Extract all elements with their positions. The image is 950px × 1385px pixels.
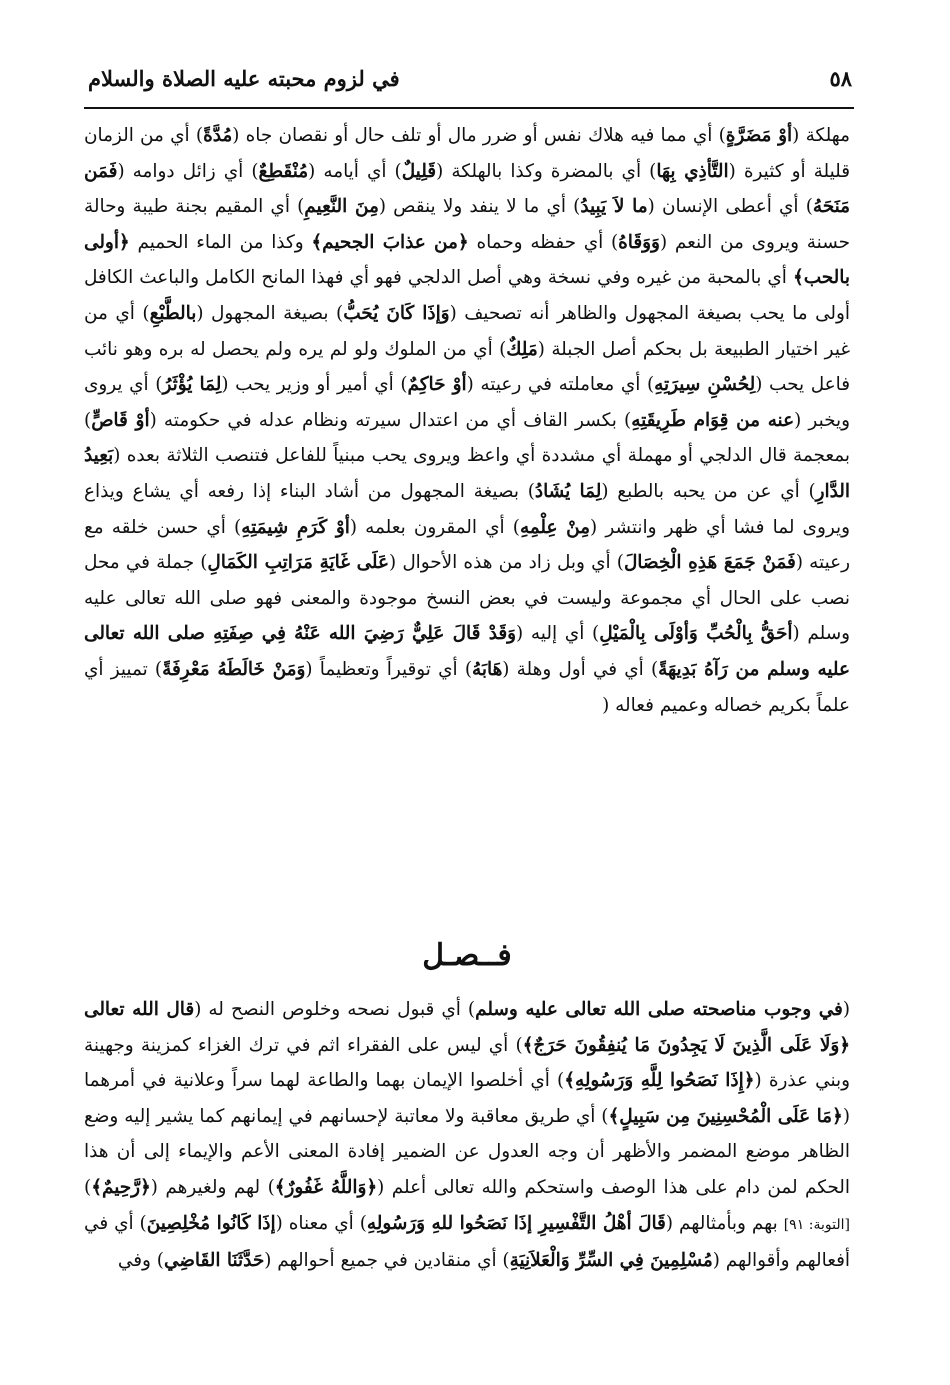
quoted-term: حَدَّثَنَا القَاضِي xyxy=(163,1250,265,1272)
quoted-term: فَمَنْ جَمَعَ هَذِهِ الْخِصَالَ xyxy=(623,552,796,574)
commentary-text-2 xyxy=(84,992,850,1279)
quoted-term: وَقَدْ قَالَ عَلِيٌّ رَضِيَ الله عَنْهُ فِي صِفَتِهِ صلى الله تعالى عليه وسلم من رَآهُ بَدِيهَةً xyxy=(84,623,850,680)
quoted-term: التَّأذِي بِهَا xyxy=(656,160,729,182)
commentary-text-1 xyxy=(84,118,850,723)
quoted-term: مُسْلِمِينَ فِي السِّرِّ وَالْعَلاَنِيَةِ xyxy=(509,1250,713,1272)
quoted-term: بالطَّبْعِ xyxy=(149,302,197,324)
quoted-term: أوْ حَاكِمٌ xyxy=(407,374,467,396)
quoted-term: مِنْ عِلْمِهِ xyxy=(519,516,591,538)
quoted-term: فَمَن مَنَحَهُ xyxy=(84,160,851,218)
page-number: ٥٨ xyxy=(829,65,852,91)
quran-reference: [التوبة: ٩١] xyxy=(783,1216,850,1233)
quran-quote: ﴿مَا عَلَى الْمُحْسِنِينَ مِن سَبِيلٍ﴾ xyxy=(608,1105,843,1127)
quran-quote: ﴿رَّحِيمٌ﴾ xyxy=(91,1176,151,1198)
quoted-term: مُنْقَطِعٌ xyxy=(258,160,309,182)
quoted-term: بَعِيدُ الدَّارِ xyxy=(84,445,851,502)
quoted-term: وَإذَا كَانَ يُحَبُّ xyxy=(343,302,450,324)
quoted-term: مِنَ النَّعِيمِ xyxy=(304,196,379,218)
page-header xyxy=(88,58,852,98)
quoted-term: أوْ مَضَرَّةٍ xyxy=(725,125,793,146)
quoted-term: في وجوب مناصحته صلى الله تعالى عليه وسلم xyxy=(475,999,843,1020)
paragraph-2: (في وجوب مناصحته صلى الله تعالى عليه وسلم) أي قبول نصحه وخلوص النصح له (قال الله تعالى ﴿وَلَا عَلَى الَّذِينَ لَا يَجِدُونَ مَا يُنفِقُونَ حَرَجٌ﴾) أي ليس على الفقراء اثم في ترك الغزاء كمزينة وجهينة وبني عذرة (﴿إِذَا نَصَحُوا لِلَّهِ وَرَسُولِهِ﴾) أي أخلصوا الإيمان بهما والطاعة لهما سراً وعلانية في أمرهما (﴿مَا عَلَى الْمُحْسِنِينَ مِن سَبِيلٍ﴾) أي طريق معاقبة ولا معاتبة لإحسانهم في إيمانهم كما يشير إليه وضع الظاهر موضع المضمر والأظهر أن وجه العدول عن الضمير إفادة المعنى الأعم والإيماء إلى أن هذا الحكم لمن دام على هذا الوصف واستحكم والله تعالى أعلم (﴿وَاللَّهُ غَفُورٌ﴾) لهم ولغيرهم (﴿رَّحِيمٌ﴾) [التوبة: ٩١] بهم وبأمثالهم (قَالَ أهْلُ التَّفْسِيرِ إذَا نَصَحُوا للهِ وَرَسُولِهِ) أي معناه (إذَا كَانُوا مُخْلِصِينَ) أي في أفعالهم وأقوالهم (مُسْلِمِينَ فِي السِّرِّ وَالْعَلاَنِيَةِ) أي منقادين في جميع أحوالهم (حَدَّثَنَا القَاضِي) وفي xyxy=(84,999,850,1272)
paragraph-1: مهلكة (أوْ مَضَرَّةٍ) أي مما فيه هلاك نفس أو ضرر مال أو تلف حال أو نقصان جاه (مُدَّةً) أي من الزمان قليلة أو كثيرة (التَّأذِي بِهَا) أي بالمضرة وكذا بالهلكة (قَلِيلٌ) أي أيامه (مُنْقَطِعٌ) أي زائل دوامه (فَمَن مَنَحَهُ) أي أعطى الإنسان (ما لاَ يَبِيدُ) أي ما لا ينفد ولا ينقص (مِنَ النَّعِيمِ) أي المقيم بجنة طيبة وحالة حسنة ويروى من النعم (وَوَقَاهُ) أي حفظه وحماه ﴿من عذابَ الجحيم﴾ وكذا من الماء الحميم ﴿أولى بالحب﴾ أي بالمحبة من غيره وفي نسخة وهي أصل الدلجي فهو أي فهذا المانح الكامل والباعث الكافل أولى ما يحب بصيغة المجهول والظاهر أنه تصحيف (وَإذَا كَانَ يُحَبُّ) بصيغة المجهول (بالطَّبْعِ) أي من غير اختيار الطبيعة بل بحكم أصل الجبلة (مَلِكٌ) أي من الملوك ولو لم يره ولم يحصل له بره وهو نائب فاعل يحب (لِحُسْنِ سِيرَتِهِ) أي معاملته في رعيته (أوْ حَاكِمٌ) أي أمير أو وزير يحب (لِمَا يُؤْثَرُ) أي يروى ويخبر (عنه من قِوَام طَرِيقَتِهِ) بكسر القاف أي من اعتدال سيرته ونظام عدله في حكومته (أوْ قَاصٍّ) بمعجمة قال الدلجي أو مهملة أي مشددة أي واعظ ويروى يحب مبنياً للفاعل فتنصب الثلاثة بعده (بَعِيدُ الدَّارِ) أي عن من يحبه بالطبع (لِمَا يُشَادُ) بصيغة المجهول من أشاد البناء إذا رفعه أي يشاع ويذاع ويروى لما فشا أي ظهر وانتشر (مِنْ عِلْمِهِ) أي المقرون بعلمه (أوْ كَرَمِ شِيمَتِهِ) أي حسن خلقه مع رعيته (فَمَنْ جَمَعَ هَذِهِ الْخِصَالَ) أي وبل زاد من هذه الأحوال (عَلَى غَايَةِ مَرَاتِبِ الكَمَالِ) جملة في محل نصب على الحال أي مجموعة وليست في بعض النسخ موجودة والمعنى فهو صلى الله تعالى عليه وسلم (أحَقُّ بِالْحُبِّ وَأوْلَى بِالْمَيْلِ) أي إليه (وَقَدْ قَالَ عَلِيٌّ رَضِيَ الله عَنْهُ فِي صِفَتِهِ صلى الله تعالى عليه وسلم من رَآهُ بَدِيهَةً) أي في أول وهلة (هَابَهُ) أي توقيراً وتعظيماً (وَمَنْ خَالَطَهُ مَعْرِفَةً) تمييز أي علماً بكريم خصاله وعميم فعاله ( xyxy=(84,125,851,716)
quran-quote: ﴿إِذَا نَصَحُوا لِلَّهِ وَرَسُولِهِ﴾ xyxy=(564,1070,755,1092)
quoted-term: أوْ قَاصٍّ xyxy=(91,409,150,431)
quoted-term: وَمَنْ خَالَطَهُ مَعْرِفَةً xyxy=(162,658,306,680)
quran-quote: ﴿أولى بالحب﴾ xyxy=(84,231,850,289)
section-heading: فــصـل xyxy=(422,938,512,973)
header-divider xyxy=(84,107,854,109)
quoted-term: لِمَا يُشَادُ xyxy=(534,480,602,502)
quoted-term: قَالَ أهْلُ التَّفْسِيرِ إذَا نَصَحُوا للهِ وَرَسُولِهِ xyxy=(366,1212,666,1234)
quoted-term: لِحُسْنِ سِيرَتِهِ xyxy=(654,374,756,396)
quoted-term: وَوَقَاهُ xyxy=(618,231,660,253)
quoted-term: قال الله تعالى xyxy=(84,999,195,1020)
quran-quote: ﴿وَاللَّهُ غَفُورٌ﴾ xyxy=(274,1176,378,1198)
quoted-term: أحَقُّ بِالْحُبِّ وَأوْلَى بِالْمَيْلِ xyxy=(599,623,793,645)
quoted-term: لِمَا يُؤْثَرُ xyxy=(162,374,222,396)
quoted-term: أوْ كَرَمِ شِيمَتِهِ xyxy=(241,516,350,538)
quoted-term: هَابَهُ xyxy=(472,658,503,680)
quran-quote: ﴿من عذابَ الجحيم﴾ xyxy=(311,231,469,253)
quran-quote: ﴿وَلَا عَلَى الَّذِينَ لَا يَجِدُونَ مَا يُنفِقُونَ حَرَجٌ﴾ xyxy=(522,1034,850,1056)
quoted-term: قَلِيلٌ xyxy=(401,160,437,182)
quoted-term: عنه من قِوَام طَرِيقَتِهِ xyxy=(631,409,795,431)
quoted-term: مُدَّةً xyxy=(203,125,233,146)
quoted-term: إذَا كَانُوا مُخْلِصِينَ xyxy=(146,1212,276,1234)
quoted-term: ما لاَ يَبِيدُ xyxy=(580,196,648,218)
quoted-term: عَلَى غَايَةِ مَرَاتِبِ الكَمَالِ xyxy=(207,552,389,574)
running-title: في لزوم محبته عليه الصلاة والسلام xyxy=(88,65,400,91)
quoted-term: مَلِكٌ xyxy=(506,338,538,360)
